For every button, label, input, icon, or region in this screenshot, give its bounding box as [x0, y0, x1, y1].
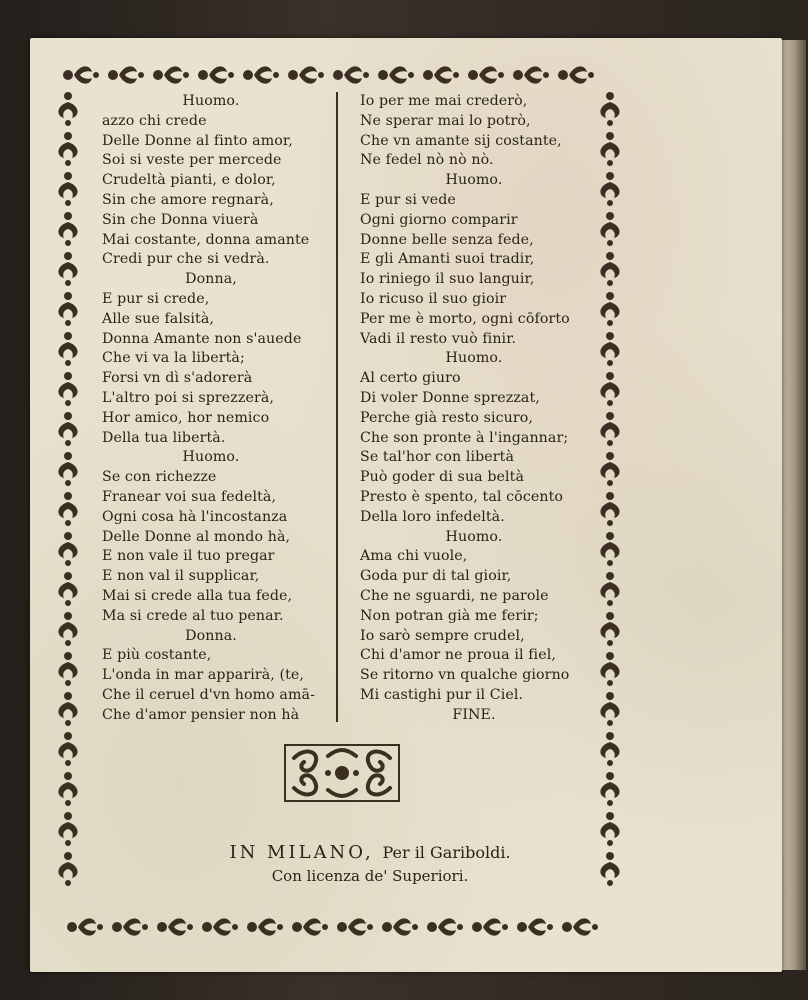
verse-line: Io riniego il suo languir,: [360, 271, 535, 288]
verse-line: Non potran già me ferir;: [360, 607, 539, 624]
poem-left-column: [86, 92, 336, 726]
ornament-border-left: [50, 90, 86, 914]
verse-line: Che ne sguardi, ne parole: [360, 587, 549, 604]
verse-line: Forsi vn dì s'adorerà: [102, 370, 253, 387]
verse-line: Sin che amore regnarà,: [102, 191, 274, 208]
imprint-printer: Per il Gariboldi.: [382, 843, 511, 862]
verse-line: Che son pronte à l'ingannar;: [360, 429, 569, 446]
verse-line: Ne fedel nò nò nò.: [360, 152, 494, 169]
speaker-heading: Huomo.: [182, 93, 240, 109]
verse-line: Mai si crede alla tua fede,: [102, 587, 293, 604]
verse-line: Donna Amante non s'auede: [102, 330, 302, 347]
verse-line: Hor amico, hor nemico: [102, 409, 270, 426]
speaker-heading: Huomo.: [445, 350, 503, 367]
verse-line: Che il ceruel d'vn homo amā-: [102, 686, 315, 703]
verse-line: Ogni giorno comparir: [360, 211, 518, 228]
verse-line: Vadi il resto vuò finir.: [360, 330, 517, 347]
verse-line: E non vale il tuo pregar: [102, 548, 275, 565]
speaker-heading: Huomo.: [445, 172, 503, 189]
verse-line: L'onda in mar apparirà, (te,: [102, 667, 305, 684]
speaker-heading: Huomo.: [445, 528, 503, 545]
column-divider: [336, 92, 338, 722]
verse-line: Della loro infedeltà.: [360, 508, 505, 525]
verse-line: Soi si veste per mercede: [102, 152, 282, 169]
verse-line: E più costante,: [102, 647, 212, 664]
verse-line: Perche già resto sicuro,: [360, 409, 534, 426]
verse-line: Io per me mai crederò,: [360, 93, 528, 109]
verse-line: Alle sue falsità,: [102, 310, 214, 327]
verse-line: Sin che Donna viuerà: [102, 211, 259, 228]
speaker-heading: Donna,: [185, 271, 237, 288]
verse-line: Credi pur che si vedrà.: [102, 251, 270, 268]
imprint-license: Con licenza de' Superiori.: [271, 867, 469, 885]
verse-line: Ogni cosa hà l'incostanza: [102, 508, 288, 525]
verse-line: Che vi va la libertà;: [102, 350, 245, 367]
verse-line: Che d'amor pensier non hà: [102, 706, 300, 723]
verse-line: Al certo giuro: [360, 370, 461, 387]
verse-line: Se ritorno vn qualche giorno: [360, 667, 570, 684]
verse-line: Mai costante, donna amante: [102, 231, 310, 248]
verse-line: Goda pur di tal gioir,: [360, 568, 512, 585]
verse-line: Donne belle senza fede,: [360, 231, 534, 248]
verse-line: Della tua libertà.: [102, 429, 226, 446]
verse-line: E pur si crede,: [102, 290, 210, 307]
verse-line: L'altro poi si sprezzerà,: [102, 389, 274, 406]
verse-line: Chi d'amor ne proua il fiel,: [360, 647, 556, 664]
verse-line: Può goder di sua beltà: [360, 469, 525, 486]
verse-line: E pur si vede: [360, 191, 456, 208]
verse-line: Se con richezze: [102, 469, 217, 486]
imprint-line-1: [120, 842, 620, 863]
printers-ornament: [284, 744, 400, 802]
speaker-heading: FINE.: [452, 706, 496, 723]
verse-line: Io ricuso il suo gioir: [360, 290, 507, 307]
verse-line: azzo chi crede: [102, 112, 207, 129]
verse-line: Per me è morto, ogni cōforto: [360, 310, 570, 327]
verse-line: E non val il supplicar,: [102, 568, 260, 585]
verse-line: Ma si crede al tuo penar.: [102, 607, 284, 624]
verse-line: Ama chi vuole,: [360, 548, 468, 565]
verse-line: Mi castighi pur il Ciel.: [360, 686, 524, 703]
verse-line: Di voler Donne sprezzat,: [360, 389, 540, 406]
imprint-city: IN MILANO,: [229, 842, 374, 863]
ornament-border-top: [58, 60, 628, 90]
ornament-border-bottom: [62, 912, 632, 942]
verse-line: Franear voi sua fedeltà,: [102, 488, 277, 505]
verse-line: E gli Amanti suoi tradir,: [360, 251, 535, 268]
imprint: [120, 842, 620, 885]
verse-line: Crudeltà pianti, e dolor,: [102, 172, 276, 189]
verse-line: Ne sperar mai lo potrò,: [360, 112, 531, 129]
speaker-heading: Huomo.: [182, 449, 240, 466]
verse-line: Presto è spento, tal cōcento: [360, 488, 564, 505]
verse-line: Se tal'hor con libertà: [360, 449, 515, 466]
speaker-heading: Donna.: [185, 627, 237, 644]
poem-right-column: [344, 92, 604, 726]
verse-line: Che vn amante sij costante,: [360, 132, 562, 149]
verse-line: Delle Donne al finto amor,: [102, 132, 293, 149]
verse-line: Delle Donne al mondo hà,: [102, 528, 291, 545]
verse-line: Io sarò sempre crudel,: [360, 627, 525, 644]
